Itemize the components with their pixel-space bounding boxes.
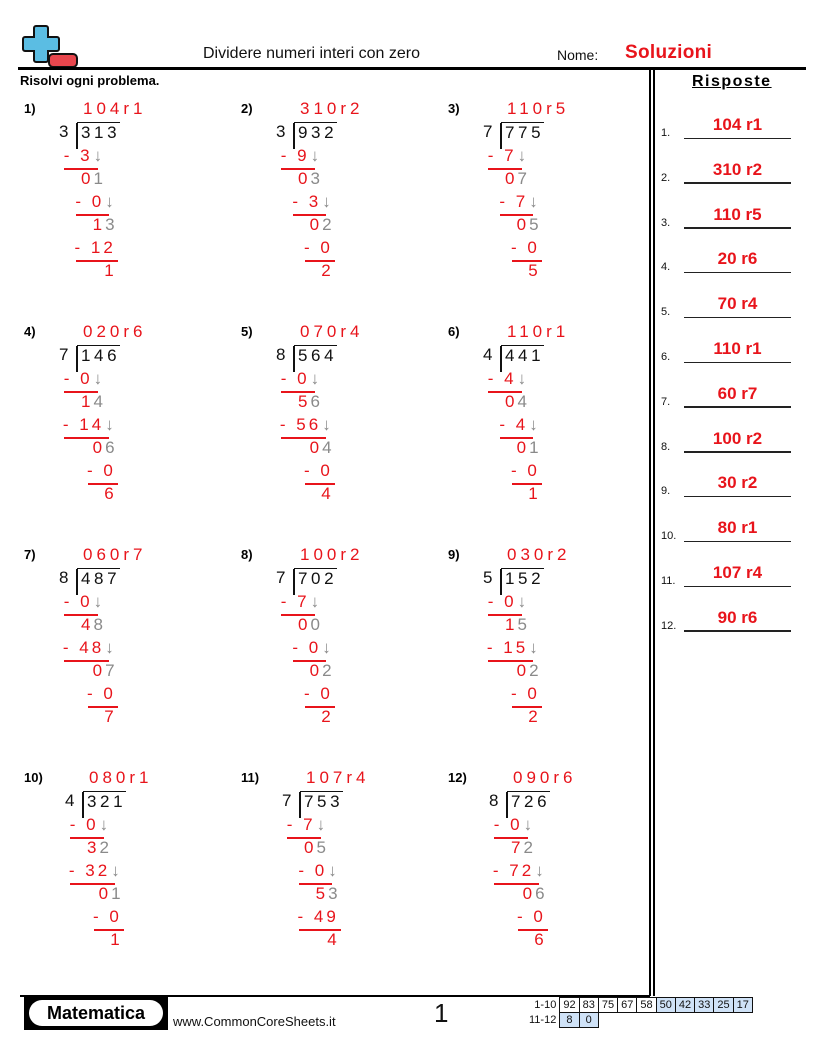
answer-value: 310 r2: [712, 159, 763, 179]
partial-remainder: 1: [505, 615, 515, 634]
remainder-step: [517, 438, 539, 458]
remainder-step: [93, 215, 115, 235]
brought-down-digit: 7: [105, 661, 115, 680]
divisor: 7: [59, 345, 69, 364]
answer-row: [661, 602, 796, 632]
subtraction-step: - 3: [63, 146, 93, 165]
subtraction-step: - 0: [303, 461, 333, 480]
partial-remainder: 0: [98, 884, 109, 903]
remainder-step: [81, 615, 103, 635]
instructions: Risolvi ogni problema.: [20, 73, 160, 88]
partial-remainder: 0: [92, 438, 103, 457]
partial-remainder: 3: [87, 838, 97, 857]
subtraction-step: - 0: [493, 815, 523, 834]
subtraction-step: - 48: [62, 638, 105, 657]
problem-label: 9): [448, 547, 460, 562]
brought-down-digit: 4: [322, 438, 332, 457]
brought-down-digit: 2: [322, 215, 332, 234]
score-cell: 8: [560, 1013, 579, 1028]
answer-row: [661, 423, 796, 453]
remainder-step: [310, 661, 332, 681]
answer-line: [684, 451, 791, 453]
answer-line: [684, 182, 791, 184]
partial-remainder: 1: [92, 215, 103, 234]
remainder-step: [110, 930, 119, 950]
partial-remainder: 0: [516, 661, 527, 680]
brought-down-digit: 1: [529, 438, 539, 457]
subtraction-step: - 0: [510, 684, 540, 703]
partial-remainder: 7: [511, 838, 521, 857]
remainder-step: [511, 838, 533, 858]
brought-down-digit: 6: [105, 438, 115, 457]
answer-value: 104 r1: [712, 115, 763, 134]
remainder-step: [321, 707, 330, 727]
dividend: 564: [294, 345, 337, 366]
dividend: 146: [77, 345, 120, 366]
subtraction-step: - 0: [92, 907, 122, 926]
subtraction-step: - 7: [286, 815, 316, 834]
remainder-step: [104, 707, 113, 727]
bring-down-arrow-icon: ↓: [517, 369, 527, 388]
brought-down-digit: 2: [529, 661, 539, 680]
partial-remainder: 5: [298, 392, 308, 411]
partial-remainder: 0: [516, 438, 527, 457]
remainder-step: [534, 930, 543, 950]
answer-row: [661, 467, 796, 497]
final-remainder: 2: [321, 261, 331, 280]
bring-down-arrow-icon: ↓: [322, 192, 331, 211]
site-url[interactable]: www.CommonCoreSheets.it: [173, 1014, 336, 1029]
remainder-step: [321, 261, 330, 281]
bring-down-arrow-icon: ↓: [517, 146, 527, 165]
dividend: 753: [300, 791, 343, 812]
score-row: [526, 998, 752, 1013]
answer-number: 9.: [661, 485, 671, 498]
remainder-step: [310, 438, 332, 458]
remainder-step: [93, 438, 115, 458]
final-remainder: 1: [104, 261, 114, 280]
partial-remainder: 0: [309, 438, 320, 457]
dividend: 487: [77, 568, 120, 589]
bring-down-arrow-icon: ↓: [105, 638, 114, 657]
answer-value: 60 r7: [717, 383, 758, 403]
answer-line: [684, 227, 791, 229]
problem-9: [448, 547, 648, 757]
brought-down-digit: 3: [310, 169, 320, 188]
plus-minus-logo-icon: [22, 24, 78, 70]
answer-value: 110 r5: [713, 204, 762, 224]
answer-value: 20 r6: [717, 249, 758, 269]
header-divider: [18, 67, 806, 70]
subtraction-step: - 0: [63, 369, 93, 388]
brought-down-digit: 5: [316, 838, 326, 857]
quotient: 030r2: [507, 545, 571, 564]
problem-label: 3): [448, 101, 460, 116]
subtraction-step: - 49: [297, 907, 339, 926]
quotient: 020r6: [83, 322, 147, 341]
partial-remainder: 0: [522, 884, 533, 903]
problem-label: 10): [24, 770, 43, 785]
subtraction-step: - 0: [510, 238, 540, 257]
answer-line: [684, 586, 791, 588]
brought-down-digit: 3: [328, 884, 338, 903]
problem-1: [24, 101, 224, 311]
remainder-step: [298, 392, 320, 412]
answer-number: 12.: [661, 619, 677, 632]
score-row: [526, 1013, 752, 1028]
score-cell: 50: [656, 998, 675, 1013]
answer-line: [684, 496, 791, 498]
answer-row: [661, 109, 796, 139]
answer-number: 2.: [661, 171, 671, 184]
score-cell: 92: [560, 998, 579, 1013]
answer-value: 90 r6: [717, 607, 758, 627]
remainder-step: [310, 215, 332, 235]
remainder-step: [304, 838, 326, 858]
divisor: 3: [276, 122, 286, 141]
score-range-label: 11-12: [529, 1014, 557, 1026]
divisor: 7: [282, 791, 292, 810]
brought-down-digit: 8: [93, 615, 103, 634]
subtraction-step: - 0: [86, 461, 116, 480]
partial-remainder: 4: [81, 615, 91, 634]
partial-remainder: 0: [505, 392, 515, 411]
subtraction-step: - 0: [69, 815, 99, 834]
subtraction-step: - 0: [510, 461, 540, 480]
answer-row: [661, 243, 796, 273]
divisor: 5: [483, 568, 493, 587]
answer-number: 11.: [661, 575, 676, 587]
subtraction-step: - 0: [292, 638, 322, 657]
bring-down-arrow-icon: ↓: [322, 415, 331, 434]
subtraction-step: - 14: [62, 415, 105, 434]
divisor: 4: [483, 345, 493, 364]
subtraction-step: - 7: [487, 146, 517, 165]
remainder-step: [104, 484, 113, 504]
subtraction-step: - 0: [63, 592, 93, 611]
bring-down-arrow-icon: ↓: [529, 638, 538, 657]
bring-down-arrow-icon: ↓: [310, 369, 320, 388]
subtraction-step: - 3: [292, 192, 322, 211]
score-cell: 0: [579, 1013, 598, 1028]
brought-down-digit: 2: [99, 838, 109, 857]
answers-heading: Risposte: [692, 73, 772, 90]
score-cell: 17: [733, 998, 752, 1013]
remainder-step: [528, 261, 537, 281]
bring-down-arrow-icon: ↓: [105, 415, 114, 434]
answer-value: 110 r1: [713, 339, 762, 358]
final-remainder: 4: [327, 930, 337, 949]
final-remainder: 1: [528, 484, 538, 503]
divisor: 8: [276, 345, 286, 364]
answer-value: 100 r2: [712, 428, 763, 448]
name-value: Soluzioni: [625, 42, 713, 63]
score-cell: 33: [695, 998, 714, 1013]
score-table: [526, 997, 753, 1028]
dividend: 441: [501, 345, 544, 366]
bring-down-arrow-icon: ↓: [310, 146, 320, 165]
quotient: 104r1: [83, 99, 147, 118]
problem-8: [241, 547, 441, 757]
bring-down-arrow-icon: ↓: [529, 192, 538, 211]
partial-remainder: 0: [92, 661, 103, 680]
bring-down-arrow-icon: ↓: [93, 592, 103, 611]
answer-row: [661, 378, 796, 408]
problem-6: [448, 324, 648, 534]
subtraction-step: - 0: [303, 238, 333, 257]
score-cell: 75: [598, 998, 617, 1013]
answer-line: [684, 630, 791, 632]
remainder-step: [298, 615, 320, 635]
final-remainder: 2: [528, 707, 538, 726]
problem-10: [24, 770, 224, 980]
final-remainder: 4: [321, 484, 331, 503]
bring-down-arrow-icon: ↓: [93, 146, 103, 165]
subtraction-step: - 0: [516, 907, 546, 926]
answer-number: 8.: [661, 440, 671, 453]
partial-remainder: 0: [298, 169, 308, 188]
partial-remainder: 0: [81, 169, 91, 188]
problem-label: 4): [24, 324, 36, 339]
subtraction-step: - 0: [298, 861, 328, 880]
answer-row: [661, 154, 796, 184]
answer-number: 10.: [661, 530, 677, 543]
partial-remainder: 0: [304, 838, 314, 857]
answer-value: 30 r2: [717, 473, 758, 493]
bring-down-arrow-icon: ↓: [517, 592, 527, 611]
bring-down-arrow-icon: ↓: [310, 592, 320, 611]
remainder-step: [517, 661, 539, 681]
score-cell: 83: [579, 998, 598, 1013]
answer-value: 70 r4: [717, 294, 758, 314]
remainder-step: [528, 707, 537, 727]
bring-down-arrow-icon: ↓: [105, 192, 114, 211]
subtraction-step: - 12: [74, 238, 116, 257]
remainder-step: [505, 169, 527, 189]
problem-11: [241, 770, 441, 980]
brought-down-digit: 4: [517, 392, 527, 411]
problem-5: [241, 324, 441, 534]
answer-value: 107 r4: [712, 563, 763, 582]
answer-line: [684, 362, 791, 364]
page-number: 1: [434, 998, 449, 1028]
remainder-step: [81, 392, 103, 412]
remainder-step: [93, 661, 115, 681]
remainder-step: [523, 884, 545, 904]
remainder-step: [87, 838, 109, 858]
score-cell: 25: [714, 998, 733, 1013]
partial-remainder: 0: [516, 215, 527, 234]
quotient: 110r5: [507, 99, 570, 118]
problem-label: 7): [24, 547, 36, 562]
problem-label: 12): [448, 770, 467, 785]
brought-down-digit: 7: [517, 169, 527, 188]
bring-down-arrow-icon: ↓: [523, 815, 533, 834]
problem-label: 11): [241, 770, 260, 785]
bring-down-arrow-icon: ↓: [529, 415, 538, 434]
subtraction-step: - 72: [492, 861, 535, 880]
subtraction-step: - 0: [86, 684, 116, 703]
final-remainder: 6: [104, 484, 114, 503]
subtraction-step: - 32: [68, 861, 111, 880]
quotient: 107r4: [306, 768, 370, 787]
remainder-step: [528, 484, 537, 504]
divisor: 7: [483, 122, 493, 141]
answer-number: 4.: [661, 261, 671, 274]
score-cell: 58: [637, 998, 656, 1013]
brought-down-digit: 6: [535, 884, 545, 903]
answer-line: [684, 541, 791, 543]
subtraction-step: - 7: [499, 192, 529, 211]
final-remainder: 2: [321, 707, 331, 726]
remainder-step: [321, 484, 330, 504]
partial-remainder: 0: [309, 661, 320, 680]
dividend: 726: [507, 791, 550, 812]
brought-down-digit: 4: [93, 392, 103, 411]
answer-row: [661, 199, 796, 229]
score-cell: 42: [675, 998, 694, 1013]
answer-number: 7.: [661, 395, 671, 408]
dividend: 321: [83, 791, 126, 812]
problem-label: 1): [24, 101, 36, 116]
answer-line: [684, 406, 791, 408]
final-remainder: 1: [110, 930, 120, 949]
answer-row: [661, 333, 796, 363]
subtraction-step: - 0: [280, 369, 310, 388]
answer-line: [684, 138, 791, 140]
quotient: 080r1: [89, 768, 153, 787]
quotient: 310r2: [300, 99, 364, 118]
subtraction-step: - 0: [303, 684, 333, 703]
subtraction-step: - 7: [280, 592, 310, 611]
subtraction-step: - 9: [280, 146, 310, 165]
answer-row: [661, 288, 796, 318]
subtraction-step: - 56: [279, 415, 322, 434]
answers-divider-inner: [653, 69, 655, 996]
remainder-step: [327, 930, 336, 950]
brought-down-digit: 5: [529, 215, 539, 234]
brought-down-digit: 6: [310, 392, 320, 411]
answer-number: 5.: [661, 306, 671, 319]
brought-down-digit: 1: [111, 884, 121, 903]
bring-down-arrow-icon: ↓: [111, 861, 120, 880]
divisor: 7: [276, 568, 286, 587]
answer-number: 1.: [661, 127, 671, 139]
brought-down-digit: 2: [523, 838, 533, 857]
score-cell: 67: [618, 998, 637, 1013]
remainder-step: [104, 261, 113, 281]
problem-label: 6): [448, 324, 460, 339]
dividend: 775: [501, 122, 544, 143]
subtraction-step: - 0: [75, 192, 105, 211]
quotient: 100r2: [300, 545, 364, 564]
partial-remainder: 0: [309, 215, 320, 234]
problem-7: [24, 547, 224, 757]
answer-value: 80 r1: [717, 518, 758, 538]
subtraction-step: - 4: [499, 415, 529, 434]
subject-badge: Matematica: [29, 1000, 163, 1026]
divisor: 8: [489, 791, 499, 810]
remainder-step: [298, 169, 320, 189]
divisor: 3: [59, 122, 69, 141]
dividend: 313: [77, 122, 120, 143]
subtraction-step: - 0: [487, 592, 517, 611]
partial-remainder: 0: [505, 169, 515, 188]
final-remainder: 6: [534, 930, 544, 949]
bring-down-arrow-icon: ↓: [99, 815, 109, 834]
remainder-step: [505, 615, 527, 635]
answer-row: [661, 557, 796, 587]
divisor: 4: [65, 791, 75, 810]
quotient: 090r6: [513, 768, 577, 787]
quotient: 110r1: [507, 322, 570, 341]
remainder-step: [505, 392, 527, 412]
problem-12: [448, 770, 648, 980]
brought-down-digit: 0: [310, 615, 320, 634]
score-range-label: 1-10: [534, 999, 557, 1011]
partial-remainder: 1: [81, 392, 91, 411]
dividend: 152: [501, 568, 544, 589]
brought-down-digit: 3: [105, 215, 115, 234]
brought-down-digit: 5: [517, 615, 527, 634]
answer-row: [661, 512, 796, 542]
remainder-step: [517, 215, 539, 235]
problem-4: [24, 324, 224, 534]
dividend: 702: [294, 568, 337, 589]
problem-2: [241, 101, 441, 311]
answers-divider: [649, 69, 651, 996]
bring-down-arrow-icon: ↓: [322, 638, 331, 657]
brought-down-digit: 2: [322, 661, 332, 680]
remainder-step: [316, 884, 338, 904]
worksheet-title: Dividere numeri interi con zero: [203, 45, 420, 62]
partial-remainder: 0: [298, 615, 308, 634]
answer-line: [684, 317, 791, 319]
bring-down-arrow-icon: ↓: [316, 815, 326, 834]
bring-down-arrow-icon: ↓: [535, 861, 544, 880]
subtraction-step: - 4: [487, 369, 517, 388]
final-remainder: 7: [104, 707, 114, 726]
problem-label: 5): [241, 324, 253, 339]
problem-label: 2): [241, 101, 253, 116]
answer-number: 3.: [661, 216, 671, 229]
answer-number: 6.: [661, 351, 671, 363]
remainder-step: [99, 884, 121, 904]
bring-down-arrow-icon: ↓: [328, 861, 337, 880]
problem-3: [448, 101, 648, 311]
remainder-step: [81, 169, 103, 189]
problem-label: 8): [241, 547, 253, 562]
final-remainder: 5: [528, 261, 538, 280]
divisor: 8: [59, 568, 69, 587]
dividend: 932: [294, 122, 337, 143]
quotient: 060r7: [83, 545, 147, 564]
name-label: Nome:: [557, 47, 599, 63]
brought-down-digit: 1: [93, 169, 103, 188]
subtraction-step: - 15: [486, 638, 529, 657]
bring-down-arrow-icon: ↓: [93, 369, 103, 388]
answer-line: [684, 272, 791, 274]
quotient: 070r4: [300, 322, 364, 341]
partial-remainder: 5: [315, 884, 326, 903]
